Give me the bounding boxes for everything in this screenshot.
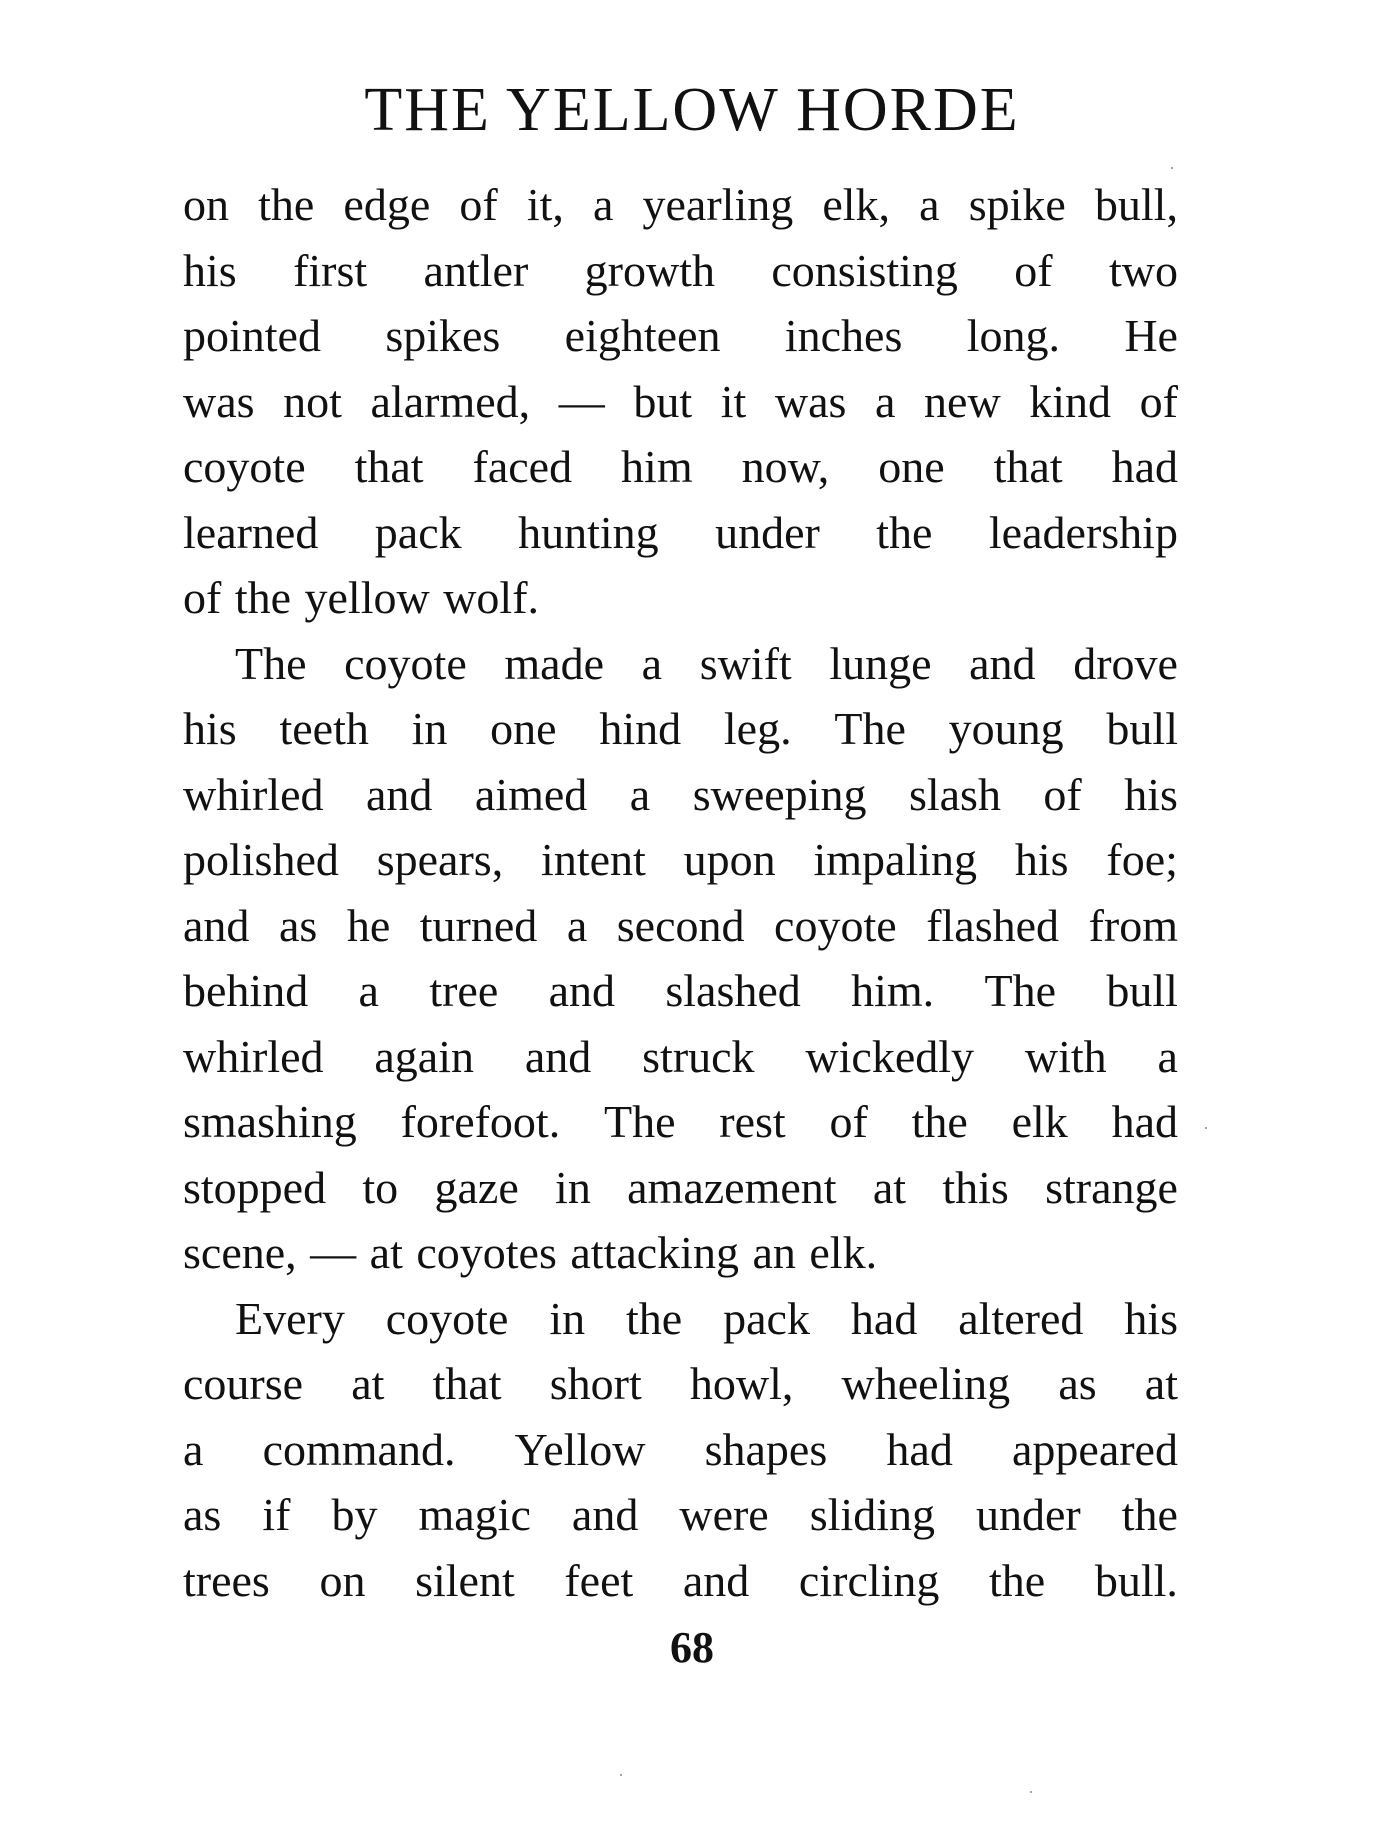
- text-line: smashing forefoot. The rest of the elk had: [183, 1096, 1178, 1147]
- text-line: polished spears, intent upon impaling his foe;: [183, 834, 1178, 885]
- text-line: coyote that faced him now, one that had: [183, 441, 1178, 492]
- paragraph-3: [183, 1286, 1178, 1614]
- text-line: stopped to gaze in amazement at this strange: [183, 1161, 1178, 1213]
- text-line: behind a tree and slashed him. The bull: [183, 965, 1178, 1016]
- text-line: trees on silent feet and circling the bull.: [183, 1554, 1178, 1606]
- text-line: scene, — at coyotes attacking an elk.: [183, 1227, 878, 1278]
- scan-speck: [620, 1774, 622, 1776]
- text-line: a command. Yellow shapes had appeared: [183, 1423, 1178, 1475]
- scan-speck: [1171, 167, 1173, 169]
- paragraph-1: [183, 172, 1178, 631]
- text-line: learned pack hunting under the leadership: [183, 506, 1178, 558]
- text-line: The coyote made a swift lunge and drove: [235, 637, 1178, 689]
- text-line: whirled and aimed a sweeping slash of his: [183, 768, 1178, 820]
- text-line: his teeth in one hind leg. The young bull: [183, 703, 1178, 754]
- text-line: and as he turned a second coyote flashed from: [183, 899, 1178, 951]
- text-line: Every coyote in the pack had altered his: [235, 1292, 1178, 1344]
- text-line: on the edge of it, a yearling elk, a spike bull,: [183, 179, 1178, 230]
- scan-speck: [1030, 1791, 1032, 1793]
- text-line: pointed spikes eighteen inches long. He: [183, 310, 1178, 361]
- page-number: 68: [670, 1623, 714, 1672]
- paragraph-2: [183, 631, 1178, 1286]
- text-line: of the yellow wolf.: [183, 572, 540, 623]
- text-line: was not alarmed, — but it was a new kind of: [183, 375, 1178, 427]
- text-line: as if by magic and were sliding under the: [183, 1489, 1178, 1540]
- text-line: his first antler growth consisting of two: [183, 244, 1178, 296]
- running-head: THE YELLOW HORDE: [364, 76, 1020, 144]
- text-line: whirled again and struck wickedly with a: [183, 1030, 1178, 1082]
- body-text: [183, 172, 1178, 1613]
- scan-speck: [1205, 1127, 1207, 1129]
- text-line: course at that short howl, wheeling as at: [183, 1358, 1178, 1409]
